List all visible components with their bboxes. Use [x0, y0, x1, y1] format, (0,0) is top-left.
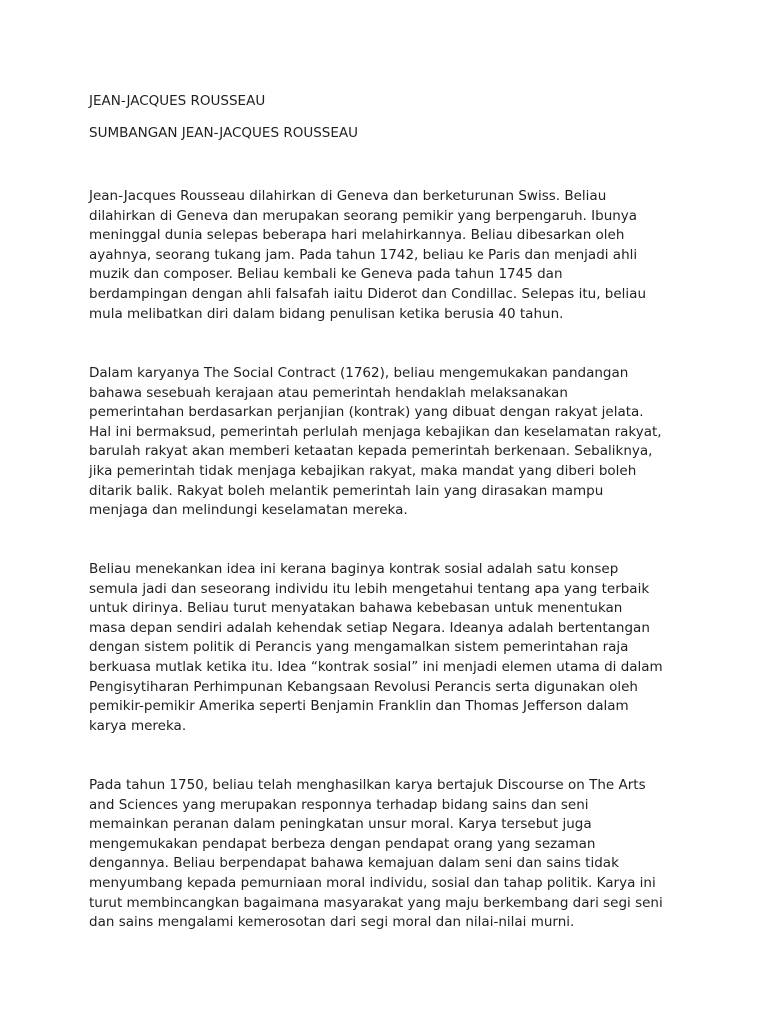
paragraph-line: memainkan peranan dalam peningkatan unsur moral. Karya tersebut juga [89, 816, 592, 833]
paragraph-line: dilahirkan di Geneva dan merupakan seorang pemikir yang berpengaruh. Ibunya [89, 207, 638, 224]
paragraph-line: bahawa sesebuah kerajaan atau pemerintah hendaklah melaksanakan [89, 384, 568, 401]
paragraph-line: menjaga dan melindungi keselamatan mereka. [89, 502, 408, 519]
paragraph-line: dengannya. Beliau berpendapat bahawa kemajuan dalam seni dan sains tidak [89, 855, 619, 872]
paragraph-line: barulah rakyat akan memberi ketaatan kepada pemerintah berkenaan. Sebaliknya, [89, 443, 653, 460]
paragraph-line: Jean-Jacques Rousseau dilahirkan di Geneva dan berketurunan Swiss. Beliau [89, 188, 607, 204]
paragraph-line: turut membincangkan bagaimana masyarakat yang maju berkembang dari segi seni [89, 894, 663, 911]
paragraph-line: karya mereka. [89, 717, 187, 734]
paragraph-line: Pada tahun 1750, beliau telah menghasilkan karya bertajuk Discourse on The Arts [89, 777, 646, 793]
document-title: JEAN-JACQUES ROUSSEAU [89, 93, 266, 109]
paragraph-line: berkuasa mutlak ketika itu. Idea “kontrak sosial” ini menjadi elemen utama di dalam [89, 658, 663, 675]
paragraph-line: menyumbang kepada pemurniaan moral individu, sosial dan tahap politik. Karya ini [89, 874, 656, 891]
paragraph-line: Beliau menekankan idea ini kerana baginya kontrak sosial adalah satu konsep [89, 561, 619, 577]
paragraph-1 [89, 187, 689, 324]
paragraph-line: dan sains mengalami kemerosotan dari segi moral dan nilai-nilai murni. [89, 914, 575, 931]
paragraph-line: masa depan sendiri adalah kehendak setiap Negara. Ideanya adalah bertentangan [89, 619, 650, 636]
paragraph-2 [89, 364, 689, 521]
paragraph-line: meninggal dunia selepas beberapa hari melahirkannya. Beliau dibesarkan oleh [89, 227, 625, 244]
paragraph-line: dengan sistem politik di Perancis yang mengamalkan sistem pemerintahan raja [89, 639, 629, 656]
paragraph-line: semula jadi dan seseorang individu itu lebih mengetahui tentang apa yang terbaik [89, 580, 650, 597]
paragraph-line: muzik dan composer. Beliau kembali ke Geneva pada tahun 1745 dan [89, 266, 563, 283]
paragraph-line: Hal ini bermaksud, pemerintah perlulah menjaga kebajikan dan keselamatan rakyat, [89, 423, 662, 440]
document-subtitle: SUMBANGAN JEAN-JACQUES ROUSSEAU [89, 125, 358, 141]
paragraph-line: berdampingan dengan ahli falsafah iaitu Diderot dan Condillac. Selepas itu, beliau [89, 285, 646, 302]
paragraph-line: jika pemerintah tidak menjaga kebajikan rakyat, maka mandat yang diberi boleh [89, 462, 637, 479]
paragraph-line: and Sciences yang merupakan responnya terhadap bidang sains dan seni [89, 796, 589, 813]
paragraph-line: ditarik balik. Rakyat boleh melantik pemerintah lain yang dirasakan mampu [89, 482, 604, 499]
paragraph-line: pemerintahan berdasarkan perjanjian (kontrak) yang dibuat dengan rakyat jelata. [89, 404, 644, 421]
paragraph-4 [89, 776, 689, 933]
paragraph-line: ayahnya, seorang tukang jam. Pada tahun 1742, beliau ke Paris dan menjadi ahli [89, 246, 638, 263]
paragraph-3 [89, 560, 689, 736]
paragraph-line: untuk dirinya. Beliau turut menyatakan bahawa kebebasan untuk menentukan [89, 600, 623, 617]
paragraph-line: mengemukakan pendapat berbeza dengan pendapat orang yang sezaman [89, 835, 596, 852]
paragraph-line: Dalam karyanya The Social Contract (1762), beliau mengemukakan pandangan [89, 365, 629, 381]
paragraph-line: mula melibatkan diri dalam bidang penulisan ketika berusia 40 tahun. [89, 305, 564, 322]
paragraph-line: Pengisytiharan Perhimpunan Kebangsaan Revolusi Perancis serta digunakan oleh [89, 678, 638, 695]
paragraph-line: pemikir-pemikir Amerika seperti Benjamin Franklin dan Thomas Jefferson dalam [89, 698, 629, 715]
